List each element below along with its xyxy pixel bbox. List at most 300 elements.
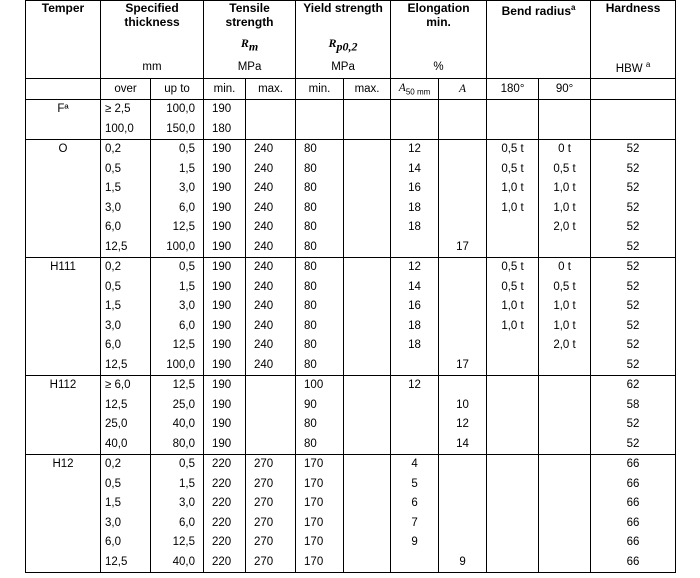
cell-thickness-up-to: 6,0 [151,514,204,534]
table-row [26,140,676,160]
cell-hardness: 52 [591,435,676,455]
cell-bend-180 [487,455,539,475]
cell-bend-180 [487,494,539,514]
cell-elong-a: 9 [439,553,487,573]
cell-bend-90: 0,5 t [539,278,591,298]
table-row [26,258,676,278]
cell-elong-a: 17 [439,238,487,258]
cell-tensile-min: 190 [204,415,246,435]
cell-elong-a [439,317,487,337]
cell-yield-max [344,100,391,120]
cell-bend-90: 2,0 t [539,336,591,356]
cell-yield-min: 80 [296,278,344,298]
cell-tensile-min: 190 [204,317,246,337]
cell-thickness-over: 0,5 [101,160,151,180]
table-row [26,376,676,396]
cell-elong-a50: 18 [391,317,439,337]
cell-thickness-over: 6,0 [101,533,151,553]
cell-yield-max [344,553,391,573]
cell-hardness: 52 [591,258,676,278]
cell-yield-min [296,100,344,120]
table-row [26,415,676,435]
cell-bend-180: 1,0 t [487,199,539,219]
cell-elong-a50: 7 [391,514,439,534]
header-tensile-symbol: $R_m$ [240,36,259,54]
table-row [26,514,676,534]
header-tensile [204,1,296,57]
cell-yield-max [344,258,391,278]
table-row [26,100,676,120]
temper-cell [26,514,101,534]
cell-thickness-up-to: 150,0 [151,120,204,140]
cell-yield-max [344,376,391,396]
cell-tensile-min: 190 [204,376,246,396]
table-row [26,179,676,199]
cell-elong-a [439,336,487,356]
cell-elong-a50 [391,415,439,435]
cell-yield-max [344,494,391,514]
cell-hardness: 66 [591,494,676,514]
cell-yield-max [344,238,391,258]
cell-hardness: 62 [591,376,676,396]
cell-tensile-max: 270 [246,553,296,573]
cell-elong-a [439,199,487,219]
temper-cell: H112 [26,376,101,396]
cell-bend-180: 0,5 t [487,278,539,298]
cell-hardness: 66 [591,514,676,534]
temper-cell [26,415,101,435]
cell-bend-90 [539,533,591,553]
cell-thickness-up-to: 40,0 [151,553,204,573]
cell-tensile-max [246,435,296,455]
temper-cell [26,356,101,376]
cell-yield-min: 80 [296,238,344,258]
cell-hardness: 58 [591,396,676,416]
cell-yield-min: 80 [296,297,344,317]
cell-bend-90 [539,100,591,120]
cell-thickness-up-to: 3,0 [151,179,204,199]
temper-cell [26,160,101,180]
cell-tensile-max: 240 [246,356,296,376]
cell-tensile-min: 190 [204,199,246,219]
cell-bend-180 [487,336,539,356]
cell-elong-a [439,120,487,140]
cell-bend-90: 1,0 t [539,297,591,317]
cell-elong-a50: 5 [391,475,439,495]
subheader-90deg: 90° [539,79,591,100]
cell-elong-a: 10 [439,396,487,416]
cell-tensile-max: 270 [246,494,296,514]
cell-elong-a [439,218,487,238]
cell-yield-max [344,415,391,435]
table-row [26,317,676,337]
cell-elong-a50: 4 [391,455,439,475]
cell-thickness-over: 0,2 [101,140,151,160]
cell-elong-a [439,376,487,396]
cell-tensile-min: 220 [204,475,246,495]
cell-hardness: 66 [591,533,676,553]
temper-cell [26,179,101,199]
cell-elong-a50: 12 [391,258,439,278]
cell-tensile-min: 220 [204,514,246,534]
cell-thickness-over: 12,5 [101,356,151,376]
cell-thickness-over: 1,5 [101,179,151,199]
cell-yield-min: 90 [296,396,344,416]
cell-thickness-up-to: 1,5 [151,475,204,495]
cell-tensile-max: 270 [246,475,296,495]
cell-hardness: 52 [591,278,676,298]
table-row [26,455,676,475]
cell-tensile-min: 190 [204,179,246,199]
cell-thickness-up-to: 12,5 [151,533,204,553]
cell-yield-max [344,160,391,180]
cell-tensile-max: 240 [246,199,296,219]
cell-elong-a [439,160,487,180]
cell-thickness-up-to: 6,0 [151,199,204,219]
cell-yield-min: 80 [296,179,344,199]
cell-tensile-min: 220 [204,455,246,475]
temper-cell [26,120,101,140]
cell-bend-180 [487,120,539,140]
cell-bend-180 [487,533,539,553]
cell-hardness: 52 [591,140,676,160]
cell-elong-a50: 18 [391,218,439,238]
subheader-over: over [101,79,151,100]
cell-hardness: 52 [591,199,676,219]
cell-tensile-min: 190 [204,218,246,238]
cell-elong-a [439,475,487,495]
cell-bend-90: 0,5 t [539,160,591,180]
cell-yield-min: 80 [296,356,344,376]
cell-yield-min: 170 [296,514,344,534]
cell-tensile-max: 240 [246,179,296,199]
cell-yield-min: 80 [296,160,344,180]
cell-bend-90: 1,0 t [539,199,591,219]
cell-yield-max [344,514,391,534]
cell-tensile-max: 240 [246,238,296,258]
cell-hardness: 52 [591,238,676,258]
cell-bend-180 [487,396,539,416]
subheader-tensile-max: max. [246,79,296,100]
cell-thickness-over: 0,2 [101,455,151,475]
table-row [26,336,676,356]
subheader-a: A [439,79,487,100]
header-bend-radius: Bend radius$^a$ [487,1,591,57]
cell-yield-min: 80 [296,415,344,435]
temper-group [26,140,676,258]
cell-elong-a50: 16 [391,179,439,199]
table-row [26,435,676,455]
subheader-yield-min: min. [296,79,344,100]
cell-bend-90 [539,455,591,475]
cell-elong-a [439,533,487,553]
cell-tensile-max: 240 [246,297,296,317]
cell-thickness-over: ≥ 6,0 [101,376,151,396]
cell-tensile-min: 190 [204,160,246,180]
temper-cell [26,317,101,337]
cell-yield-max [344,356,391,376]
cell-tensile-max [246,376,296,396]
table-row [26,218,676,238]
table-row [26,553,676,573]
temper-cell: O [26,140,101,160]
cell-tensile-min: 190 [204,278,246,298]
cell-yield-min: 80 [296,218,344,238]
cell-bend-90 [539,553,591,573]
cell-elong-a50 [391,396,439,416]
cell-hardness: 52 [591,336,676,356]
cell-tensile-min: 190 [204,100,246,120]
cell-tensile-min: 190 [204,238,246,258]
temper-cell [26,533,101,553]
cell-thickness-up-to: 40,0 [151,415,204,435]
cell-elong-a50: 16 [391,297,439,317]
cell-thickness-over: 12,5 [101,396,151,416]
table-row [26,238,676,258]
cell-thickness-up-to: 1,5 [151,160,204,180]
cell-tensile-max: 270 [246,455,296,475]
cell-yield-min: 80 [296,336,344,356]
cell-yield-max [344,179,391,199]
cell-elong-a50 [391,100,439,120]
cell-yield-min: 100 [296,376,344,396]
temper-group [26,376,676,455]
cell-elong-a50 [391,435,439,455]
cell-bend-180: 0,5 t [487,258,539,278]
cell-thickness-up-to: 0,5 [151,455,204,475]
cell-yield-max [344,199,391,219]
unit-percent: % [391,57,487,79]
header-thickness: Specified thickness [101,1,204,57]
temper-cell [26,396,101,416]
cell-bend-180 [487,218,539,238]
unit-mpa-yield: MPa [296,57,391,79]
cell-thickness-over: 3,0 [101,317,151,337]
cell-elong-a [439,297,487,317]
cell-tensile-max [246,415,296,435]
cell-bend-180 [487,100,539,120]
cell-thickness-up-to: 80,0 [151,435,204,455]
cell-thickness-over: 40,0 [101,435,151,455]
temper-cell: H111 [26,258,101,278]
cell-hardness: 52 [591,356,676,376]
cell-thickness-over: 12,5 [101,238,151,258]
cell-thickness-up-to: 12,5 [151,376,204,396]
cell-tensile-max: 240 [246,140,296,160]
cell-bend-180 [487,356,539,376]
cell-yield-max [344,336,391,356]
cell-hardness: 52 [591,317,676,337]
table-row [26,533,676,553]
cell-bend-180 [487,415,539,435]
cell-bend-90 [539,435,591,455]
cell-elong-a [439,179,487,199]
cell-yield-max [344,218,391,238]
cell-thickness-over: 1,5 [101,494,151,514]
cell-bend-90: 2,0 t [539,218,591,238]
header-elongation: Elongation min. [391,1,487,57]
cell-tensile-max [246,396,296,416]
cell-elong-a [439,494,487,514]
cell-thickness-over: 3,0 [101,514,151,534]
cell-bend-90 [539,514,591,534]
cell-elong-a50: 9 [391,533,439,553]
subheader-180deg: 180° [487,79,539,100]
cell-yield-max [344,278,391,298]
cell-thickness-up-to: 3,0 [151,297,204,317]
unit-hbw: HBW $^a$ [591,57,676,79]
cell-hardness: 66 [591,553,676,573]
unit-mm: mm [101,57,204,79]
cell-yield-max [344,533,391,553]
cell-hardness: 52 [591,415,676,435]
cell-tensile-min: 220 [204,553,246,573]
temper-cell [26,553,101,573]
subheader-a50mm: $A_{50 mm}$ [391,79,439,100]
cell-elong-a: 17 [439,356,487,376]
cell-hardness: 66 [591,455,676,475]
mechanical-properties-table [25,0,676,573]
cell-bend-90 [539,356,591,376]
cell-yield-min: 80 [296,317,344,337]
cell-elong-a50: 18 [391,199,439,219]
header-yield [296,1,391,57]
temper-cell [26,199,101,219]
cell-yield-min: 170 [296,455,344,475]
cell-yield-min: 80 [296,140,344,160]
cell-thickness-up-to: 100,0 [151,356,204,376]
subheader-yield-max: max. [344,79,391,100]
temper-cell [26,278,101,298]
cell-bend-180 [487,475,539,495]
cell-tensile-min: 190 [204,297,246,317]
cell-bend-180: 1,0 t [487,317,539,337]
cell-thickness-over: 25,0 [101,415,151,435]
cell-elong-a50: 12 [391,140,439,160]
temper-group [26,100,676,140]
cell-bend-90 [539,120,591,140]
cell-yield-max [344,475,391,495]
cell-elong-a: 14 [439,435,487,455]
cell-thickness-up-to: 3,0 [151,494,204,514]
cell-tensile-min: 190 [204,356,246,376]
cell-bend-90 [539,238,591,258]
cell-yield-max [344,317,391,337]
cell-tensile-min: 190 [204,336,246,356]
cell-yield-max [344,297,391,317]
table-row [26,297,676,317]
cell-tensile-min: 220 [204,494,246,514]
table-row [26,396,676,416]
cell-elong-a50 [391,120,439,140]
cell-thickness-over: 12,5 [101,553,151,573]
temper-cell: H12 [26,455,101,475]
cell-thickness-up-to: 12,5 [151,218,204,238]
cell-tensile-max: 240 [246,218,296,238]
cell-elong-a50: 14 [391,160,439,180]
cell-tensile-max: 240 [246,317,296,337]
cell-bend-180: 1,0 t [487,297,539,317]
cell-thickness-over: 3,0 [101,199,151,219]
cell-tensile-max: 270 [246,514,296,534]
cell-bend-90 [539,415,591,435]
cell-elong-a50: 14 [391,278,439,298]
cell-thickness-up-to: 0,5 [151,140,204,160]
header-yield-symbol: $R_{p0,2}$ [328,36,358,54]
subheader-up-to: up to [151,79,204,100]
cell-elong-a [439,278,487,298]
cell-yield-min: 170 [296,494,344,514]
temper-cell [26,435,101,455]
cell-tensile-max [246,120,296,140]
cell-tensile-max: 240 [246,278,296,298]
cell-thickness-over: 6,0 [101,336,151,356]
cell-tensile-min: 220 [204,533,246,553]
cell-elong-a50 [391,356,439,376]
header-hardness: Hardness [591,1,676,57]
cell-tensile-min: 190 [204,140,246,160]
cell-bend-90 [539,494,591,514]
header-temper: Temper [26,1,101,57]
cell-bend-180: 0,5 t [487,140,539,160]
cell-yield-max [344,120,391,140]
cell-bend-180 [487,553,539,573]
cell-thickness-over: 0,5 [101,278,151,298]
cell-thickness-over: 6,0 [101,218,151,238]
cell-bend-90: 1,0 t [539,317,591,337]
cell-tensile-max: 240 [246,336,296,356]
cell-bend-180 [487,435,539,455]
cell-thickness-up-to: 1,5 [151,278,204,298]
temper-cell [26,494,101,514]
cell-thickness-up-to: 0,5 [151,258,204,278]
cell-tensile-min: 180 [204,120,246,140]
cell-yield-max [344,455,391,475]
subheader-tensile-min: min. [204,79,246,100]
cell-bend-180: 0,5 t [487,160,539,180]
cell-yield-max [344,396,391,416]
cell-thickness-up-to: 100,0 [151,238,204,258]
cell-hardness [591,120,676,140]
cell-thickness-over: 0,5 [101,475,151,495]
cell-hardness: 52 [591,160,676,180]
cell-bend-180 [487,238,539,258]
cell-elong-a [439,140,487,160]
cell-thickness-over: ≥ 2,5 [101,100,151,120]
cell-bend-90: 0 t [539,140,591,160]
cell-hardness: 66 [591,475,676,495]
cell-thickness-over: 1,5 [101,297,151,317]
cell-hardness: 52 [591,179,676,199]
temper-cell: Fª [26,100,101,120]
cell-hardness: 52 [591,297,676,317]
cell-bend-90: 0 t [539,258,591,278]
cell-bend-90 [539,475,591,495]
cell-tensile-max: 240 [246,258,296,278]
cell-elong-a: 12 [439,415,487,435]
cell-bend-180 [487,514,539,534]
table-row [26,475,676,495]
cell-thickness-over: 100,0 [101,120,151,140]
cell-tensile-min: 190 [204,396,246,416]
cell-tensile-max: 270 [246,533,296,553]
cell-elong-a [439,100,487,120]
cell-hardness [591,100,676,120]
temper-cell [26,218,101,238]
cell-yield-min: 170 [296,475,344,495]
cell-elong-a50: 6 [391,494,439,514]
cell-elong-a50: 18 [391,336,439,356]
